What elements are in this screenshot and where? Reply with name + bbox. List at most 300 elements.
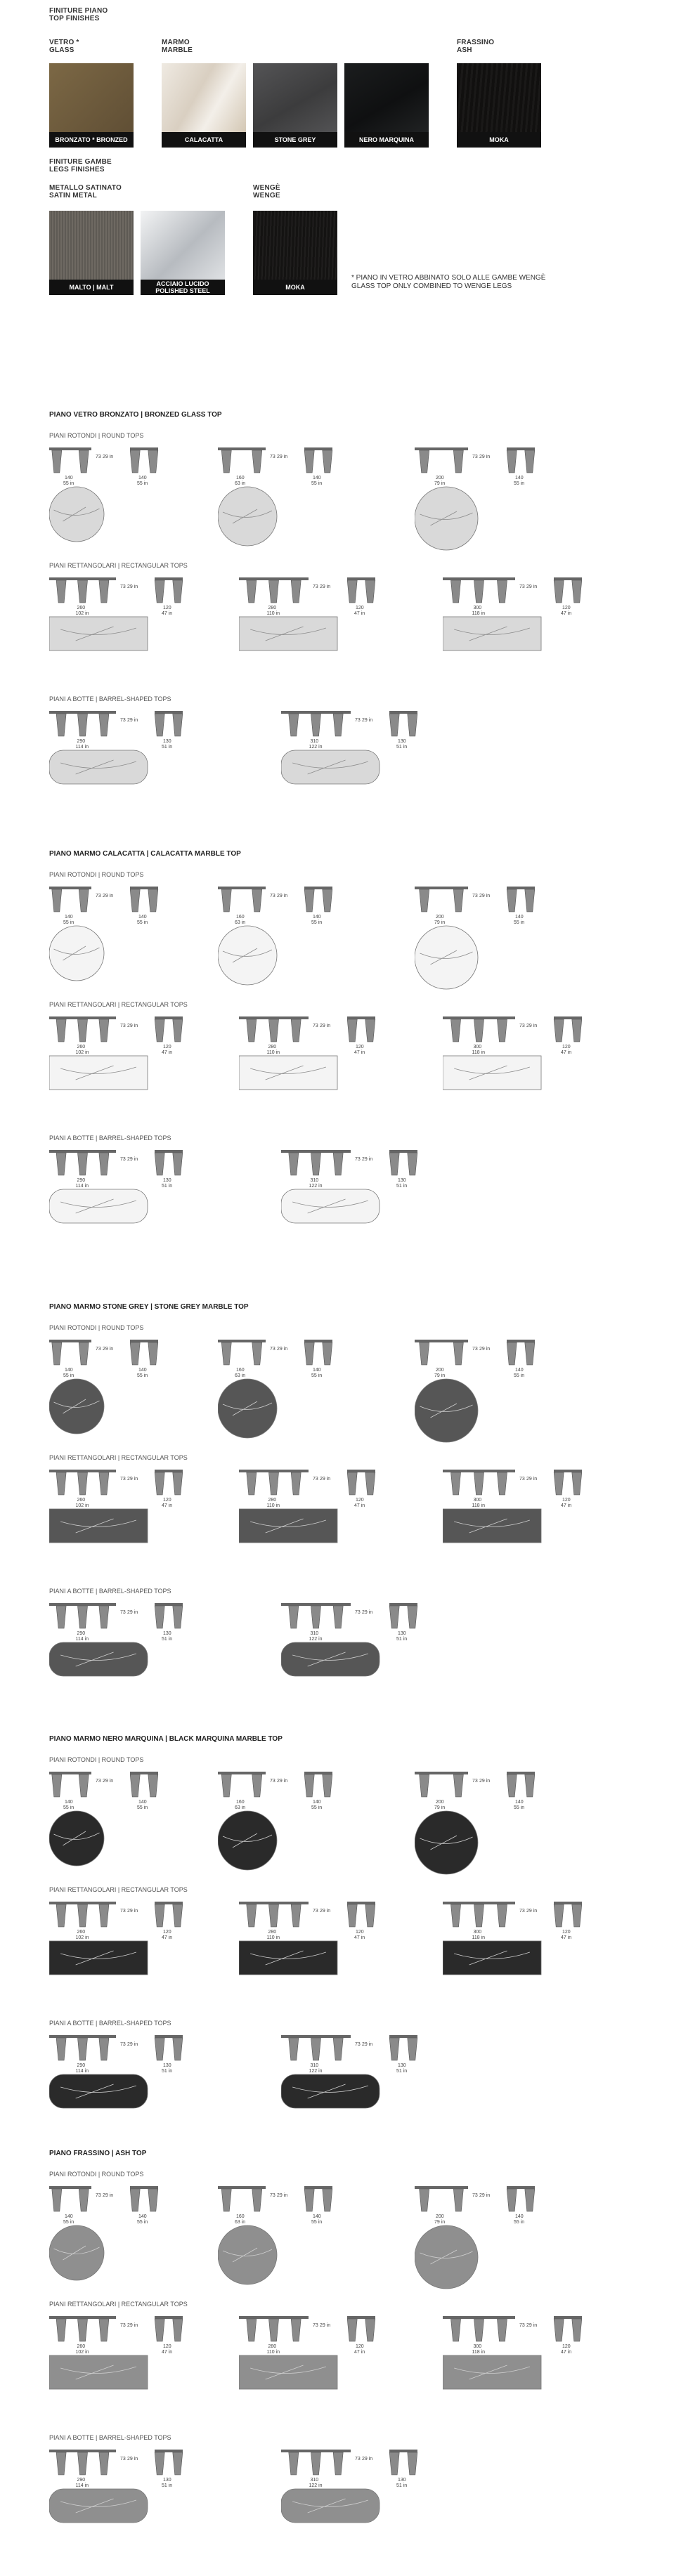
table-top-elevation — [443, 2316, 515, 2319]
table-top-elevation — [443, 1470, 515, 1472]
satin-metal-label — [49, 184, 122, 200]
rect-top-plan — [239, 1509, 337, 1543]
dim-height-in: 29 in — [479, 1347, 491, 1352]
table-leg — [389, 714, 399, 736]
dim-height: 73 — [472, 1779, 478, 1784]
table-drawing — [49, 447, 232, 560]
dim-height-in: 29 in — [127, 1024, 138, 1028]
table-leg — [311, 1606, 321, 1628]
table-leg — [497, 580, 507, 603]
table-leg — [365, 1472, 375, 1495]
rect-top-plan — [443, 1056, 541, 1090]
dim-height: 73 — [519, 1024, 525, 1028]
dim-side: 140 — [313, 2214, 321, 2219]
table-drawing — [49, 577, 232, 690]
dim-side: 120 — [562, 1498, 571, 1503]
dim-side: 120 — [562, 2344, 571, 2349]
barrel-top-plan — [281, 2074, 380, 2108]
dim-side-in: 55 in — [311, 481, 323, 486]
dim-height-in: 29 in — [103, 2193, 114, 2198]
table-drawing — [281, 2450, 464, 2562]
table-drawing — [239, 1470, 422, 1582]
table-drawing — [239, 1016, 422, 1129]
glass-group-label — [49, 39, 79, 54]
table-top-elevation — [155, 1470, 183, 1472]
table-leg — [507, 889, 517, 912]
dim-width: 140 — [65, 476, 73, 480]
dim-side-in: 51 in — [396, 2069, 408, 2074]
dim-height-in: 29 in — [479, 1779, 491, 1784]
dim-height-in: 29 in — [277, 455, 288, 459]
dim-side: 120 — [562, 1930, 571, 1935]
dim-width-in: 118 in — [472, 611, 486, 616]
table-leg — [252, 2189, 262, 2211]
dim-side-in: 47 in — [162, 1503, 173, 1508]
dim-side-in: 47 in — [354, 611, 365, 616]
table-leg — [408, 2452, 417, 2475]
table-leg — [333, 1606, 343, 1628]
group-label-line: WENGE — [253, 192, 280, 200]
table-leg — [79, 450, 89, 473]
table-top-elevation — [389, 711, 417, 714]
dim-side-in: 55 in — [514, 920, 525, 925]
dim-height: 73 — [472, 2193, 478, 2198]
dim-side: 140 — [313, 476, 321, 480]
table-leg — [78, 1904, 88, 1927]
table-leg — [173, 2452, 183, 2475]
table-leg — [389, 1153, 399, 1175]
table-leg — [56, 1904, 66, 1927]
dim-height-in: 29 in — [479, 2193, 491, 2198]
table-leg — [525, 450, 535, 473]
table-leg — [56, 1153, 66, 1175]
dim-side: 140 — [138, 476, 147, 480]
table-top-elevation — [49, 2316, 116, 2319]
table-leg — [173, 2319, 183, 2341]
table-top-elevation — [218, 887, 266, 889]
table-leg — [155, 714, 164, 736]
dim-side: 120 — [562, 1045, 571, 1050]
dim-side-in: 55 in — [514, 2220, 525, 2225]
dim-height: 73 — [355, 718, 361, 723]
swatch-label: MOKA — [253, 280, 337, 295]
dim-height: 73 — [120, 1909, 126, 1914]
dim-side-in: 47 in — [561, 611, 572, 616]
subgroup-title: PIANI ROTONDI | ROUND TOPS — [49, 1756, 144, 1763]
dim-height-in: 29 in — [127, 2323, 138, 2328]
table-top-elevation — [507, 1772, 535, 1774]
table-top-elevation — [155, 2035, 183, 2038]
dim-width: 300 — [473, 1930, 482, 1935]
dim-side-in: 47 in — [162, 1050, 173, 1055]
table-top-elevation — [304, 1772, 332, 1774]
table-leg — [347, 580, 357, 603]
dim-width: 160 — [236, 1368, 245, 1373]
table-leg — [453, 2189, 463, 2211]
swatch-label: ACCIAIO LUCIDO POLISHED STEEL — [141, 280, 225, 295]
table-leg — [52, 1774, 62, 1797]
dim-side-in: 51 in — [162, 1184, 173, 1189]
swatch-label: CALACATTA — [162, 132, 246, 148]
subgroup-title: PIANI ROTONDI | ROUND TOPS — [49, 2171, 144, 2178]
table-leg — [56, 580, 66, 603]
table-drawing — [415, 447, 597, 560]
table-leg — [323, 1342, 332, 1365]
table-leg — [291, 1904, 301, 1927]
table-leg — [347, 1019, 357, 1042]
dim-height: 73 — [355, 1610, 361, 1615]
dim-height-in: 29 in — [127, 1610, 138, 1615]
subgroup-title: PIANI ROTONDI | ROUND TOPS — [49, 432, 144, 439]
dim-width: 290 — [77, 2478, 86, 2483]
rect-top-plan — [49, 1509, 148, 1543]
swatch-moka-wenge[interactable] — [253, 211, 337, 295]
dim-height-in: 29 in — [362, 2042, 373, 2047]
table-top-elevation — [155, 1150, 183, 1153]
dim-height-in: 29 in — [526, 584, 538, 589]
barrel-top-plan — [49, 1642, 148, 1676]
table-leg — [252, 1342, 262, 1365]
table-top-elevation — [49, 1772, 91, 1774]
table-leg — [155, 1606, 164, 1628]
table-leg — [155, 1904, 164, 1927]
table-leg — [347, 1472, 357, 1495]
table-drawing — [49, 887, 232, 999]
table-top-elevation — [554, 2316, 582, 2319]
dim-side: 140 — [515, 915, 524, 920]
table-leg — [311, 714, 321, 736]
subgroup-title: PIANI RETTANGOLARI | RECTANGULAR TOPS — [49, 1001, 188, 1008]
dim-width-in: 55 in — [63, 920, 74, 925]
table-drawing — [443, 577, 625, 690]
glass-note — [351, 274, 545, 291]
dim-width-in: 63 in — [235, 481, 246, 486]
table-leg — [221, 2189, 231, 2211]
round-top-plan — [49, 487, 104, 542]
dim-side-in: 51 in — [396, 1184, 408, 1189]
table-leg — [289, 2452, 299, 2475]
swatch-calacatta[interactable] — [162, 63, 246, 148]
dim-height-in: 29 in — [127, 2042, 138, 2047]
dim-height: 73 — [96, 894, 101, 898]
swatch-moka-ash[interactable] — [457, 63, 541, 148]
table-leg — [347, 1904, 357, 1927]
table-top-elevation — [443, 1902, 515, 1904]
dim-height: 73 — [313, 1477, 318, 1482]
dim-width-in: 79 in — [434, 481, 446, 486]
rect-top-plan — [49, 1056, 148, 1090]
table-top-elevation — [130, 447, 158, 450]
table-leg — [78, 1606, 88, 1628]
table-leg — [451, 580, 461, 603]
table-leg — [389, 2452, 399, 2475]
dim-width: 260 — [77, 2344, 86, 2349]
rect-top-plan — [239, 617, 337, 650]
dim-side: 120 — [356, 1498, 364, 1503]
table-leg — [269, 1472, 279, 1495]
table-leg — [420, 2189, 429, 2211]
dim-width-in: 55 in — [63, 2220, 74, 2225]
dim-height: 73 — [313, 1909, 318, 1914]
dim-height: 73 — [120, 1024, 126, 1028]
dim-width: 160 — [236, 915, 245, 920]
table-leg — [291, 580, 301, 603]
table-top-elevation — [49, 1016, 116, 1019]
table-leg — [304, 889, 314, 912]
table-leg — [291, 2319, 301, 2341]
dim-width: 300 — [473, 2344, 482, 2349]
table-leg — [173, 1472, 183, 1495]
table-leg — [497, 1019, 507, 1042]
dim-side-in: 55 in — [137, 920, 148, 925]
dim-width: 160 — [236, 2214, 245, 2219]
subgroup-title: PIANI RETTANGOLARI | RECTANGULAR TOPS — [49, 2301, 188, 2308]
table-drawing — [49, 2186, 232, 2299]
dim-side: 140 — [313, 1800, 321, 1805]
table-leg — [389, 2038, 399, 2060]
swatch-polished-steel[interactable] — [141, 211, 225, 295]
table-leg — [78, 2452, 88, 2475]
swatch-stone-grey[interactable] — [253, 63, 337, 148]
table-top-elevation — [49, 887, 91, 889]
table-top-elevation — [415, 2186, 468, 2189]
swatch-label: MOKA — [457, 132, 541, 148]
dim-side: 120 — [163, 1498, 171, 1503]
table-leg — [572, 1019, 582, 1042]
dim-side-in: 55 in — [137, 1373, 148, 1378]
table-top-elevation — [130, 1340, 158, 1342]
table-leg — [130, 1342, 140, 1365]
swatch-label: BRONZATO * BRONZED — [49, 132, 134, 148]
table-leg — [507, 1774, 517, 1797]
dim-width: 200 — [436, 2214, 444, 2219]
table-leg — [311, 2038, 321, 2060]
table-drawing — [49, 1603, 232, 1715]
dim-height: 73 — [120, 2457, 126, 2461]
dim-height: 73 — [96, 1347, 101, 1352]
dim-side: 140 — [138, 1800, 147, 1805]
table-leg — [323, 450, 332, 473]
dim-side-in: 55 in — [137, 481, 148, 486]
table-top-elevation — [304, 887, 332, 889]
table-drawing — [281, 2035, 464, 2147]
table-leg — [221, 889, 231, 912]
table-leg — [130, 1774, 140, 1797]
table-leg — [173, 714, 183, 736]
dim-width-in: 114 in — [75, 1637, 89, 1642]
table-leg — [99, 2038, 109, 2060]
dim-height-in: 29 in — [277, 894, 288, 898]
table-leg — [572, 580, 582, 603]
dim-side-in: 47 in — [162, 1935, 173, 1940]
table-drawing — [218, 887, 401, 999]
group-label-line: WENGÈ — [253, 184, 280, 192]
table-drawing — [49, 2035, 232, 2147]
table-leg — [78, 714, 88, 736]
dim-side-in: 51 in — [396, 1637, 408, 1642]
dim-height-in: 29 in — [103, 1779, 114, 1784]
dim-width-in: 122 in — [309, 2483, 323, 2488]
table-drawing — [415, 2186, 597, 2299]
barrel-top-plan — [281, 1189, 380, 1223]
dim-height-in: 29 in — [362, 2457, 373, 2461]
dim-side: 130 — [163, 2063, 171, 2068]
group-label-line: ASH — [457, 46, 472, 54]
rect-top-plan — [443, 617, 541, 650]
dim-height-in: 29 in — [127, 2457, 138, 2461]
dim-side: 130 — [398, 739, 406, 744]
dim-height: 73 — [120, 584, 126, 589]
dim-height: 73 — [270, 1347, 275, 1352]
dim-width: 140 — [65, 915, 73, 920]
table-top-elevation — [218, 1340, 266, 1342]
table-leg — [221, 1342, 231, 1365]
table-leg — [79, 1774, 89, 1797]
table-leg — [333, 2452, 343, 2475]
table-top-elevation — [49, 1470, 116, 1472]
table-leg — [291, 1472, 301, 1495]
dim-side-in: 47 in — [561, 1503, 572, 1508]
heading-line: TOP FINISHES — [49, 15, 100, 22]
table-drawing — [49, 2316, 232, 2428]
dim-width: 140 — [65, 1368, 73, 1373]
rect-top-plan — [443, 2355, 541, 2389]
table-leg — [155, 1153, 164, 1175]
table-leg — [78, 2319, 88, 2341]
dim-height: 73 — [120, 718, 126, 723]
dim-height: 73 — [270, 894, 275, 898]
table-leg — [333, 2038, 343, 2060]
dim-side: 140 — [138, 915, 147, 920]
wenge-label — [253, 184, 280, 200]
section-title: PIANO MARMO CALACATTA | CALACATTA MARBLE TOP — [49, 850, 241, 858]
table-top-elevation — [281, 2035, 351, 2038]
dim-width-in: 102 in — [75, 2350, 89, 2355]
table-leg — [289, 1153, 299, 1175]
table-leg — [52, 1342, 62, 1365]
table-leg — [304, 1774, 314, 1797]
dim-side-in: 47 in — [354, 1935, 365, 1940]
table-leg — [269, 1904, 279, 1927]
dim-height-in: 29 in — [277, 1347, 288, 1352]
table-leg — [507, 450, 517, 473]
dim-height: 73 — [96, 455, 101, 459]
table-leg — [79, 889, 89, 912]
dim-side-in: 55 in — [514, 481, 525, 486]
round-top-plan — [218, 1811, 277, 1870]
dim-side: 130 — [398, 1631, 406, 1636]
dim-width-in: 110 in — [266, 1050, 280, 1055]
dim-side: 140 — [313, 1368, 321, 1373]
dim-width: 310 — [310, 1178, 319, 1183]
dim-height: 73 — [313, 2323, 318, 2328]
dim-side: 140 — [515, 2214, 524, 2219]
dim-height-in: 29 in — [362, 1610, 373, 1615]
table-top-elevation — [389, 1150, 417, 1153]
dim-side: 120 — [163, 606, 171, 610]
dim-width-in: 114 in — [75, 745, 89, 750]
barrel-top-plan — [281, 750, 380, 784]
table-leg — [451, 1472, 461, 1495]
swatch-malt[interactable] — [49, 211, 134, 295]
subgroup-title: PIANI ROTONDI | ROUND TOPS — [49, 871, 144, 878]
dim-height: 73 — [270, 2193, 275, 2198]
table-leg — [99, 1606, 109, 1628]
dim-height-in: 29 in — [526, 1024, 538, 1028]
table-top-elevation — [155, 1603, 183, 1606]
barrel-top-plan — [49, 2074, 148, 2108]
table-top-elevation — [49, 1603, 116, 1606]
table-top-elevation — [281, 711, 351, 714]
table-leg — [453, 889, 463, 912]
dim-height-in: 29 in — [277, 2193, 288, 2198]
dim-side-in: 55 in — [311, 1805, 323, 1810]
round-top-plan — [49, 1811, 104, 1866]
dim-width: 260 — [77, 1498, 86, 1503]
note-line: GLASS TOP ONLY COMBINED TO WENGE LEGS — [351, 282, 512, 290]
dim-width: 290 — [77, 1178, 86, 1183]
table-leg — [497, 1472, 507, 1495]
table-top-elevation — [389, 2450, 417, 2452]
table-leg — [99, 580, 109, 603]
top-finishes-heading — [49, 7, 108, 22]
dim-width-in: 55 in — [63, 481, 74, 486]
swatch-bronzed[interactable] — [49, 63, 134, 148]
table-leg — [554, 1904, 564, 1927]
table-leg — [420, 889, 429, 912]
rect-top-plan — [239, 1056, 337, 1090]
table-leg — [155, 2452, 164, 2475]
dim-height-in: 29 in — [479, 455, 491, 459]
table-top-elevation — [218, 1772, 266, 1774]
table-leg — [52, 2189, 62, 2211]
table-leg — [497, 2319, 507, 2341]
table-top-elevation — [49, 577, 116, 580]
dim-height-in: 29 in — [320, 1024, 331, 1028]
dim-width-in: 55 in — [63, 1805, 74, 1810]
table-leg — [148, 1774, 158, 1797]
dim-height: 73 — [120, 1477, 126, 1482]
rect-top-plan — [49, 2355, 148, 2389]
swatch-label: NERO MARQUINA — [344, 132, 429, 148]
table-top-elevation — [155, 1902, 183, 1904]
dim-width-in: 114 in — [75, 2069, 89, 2074]
section-title: PIANO MARMO NERO MARQUINA | BLACK MARQUINA MARBLE TOP — [49, 1735, 283, 1743]
dim-side: 140 — [515, 1800, 524, 1805]
dim-side-in: 51 in — [396, 745, 408, 750]
table-leg — [474, 1472, 484, 1495]
dim-side-in: 55 in — [514, 1373, 525, 1378]
swatch-nero-marquina[interactable] — [344, 63, 429, 148]
dim-width-in: 102 in — [75, 611, 89, 616]
dim-height: 73 — [313, 584, 318, 589]
round-top-plan — [415, 487, 478, 550]
table-leg — [79, 1342, 89, 1365]
table-top-elevation — [415, 887, 468, 889]
group-label-line: SATIN METAL — [49, 192, 97, 200]
table-drawing — [49, 1340, 232, 1452]
group-label-line: FRASSINO — [457, 39, 495, 46]
dim-height-in: 29 in — [277, 1779, 288, 1784]
table-top-elevation — [49, 1150, 116, 1153]
dim-height-in: 29 in — [526, 2323, 538, 2328]
table-top-elevation — [239, 1016, 309, 1019]
table-leg — [474, 1904, 484, 1927]
dim-height: 73 — [519, 2323, 525, 2328]
table-top-elevation — [554, 1902, 582, 1904]
table-leg — [333, 1153, 343, 1175]
dim-width: 280 — [268, 1498, 277, 1503]
